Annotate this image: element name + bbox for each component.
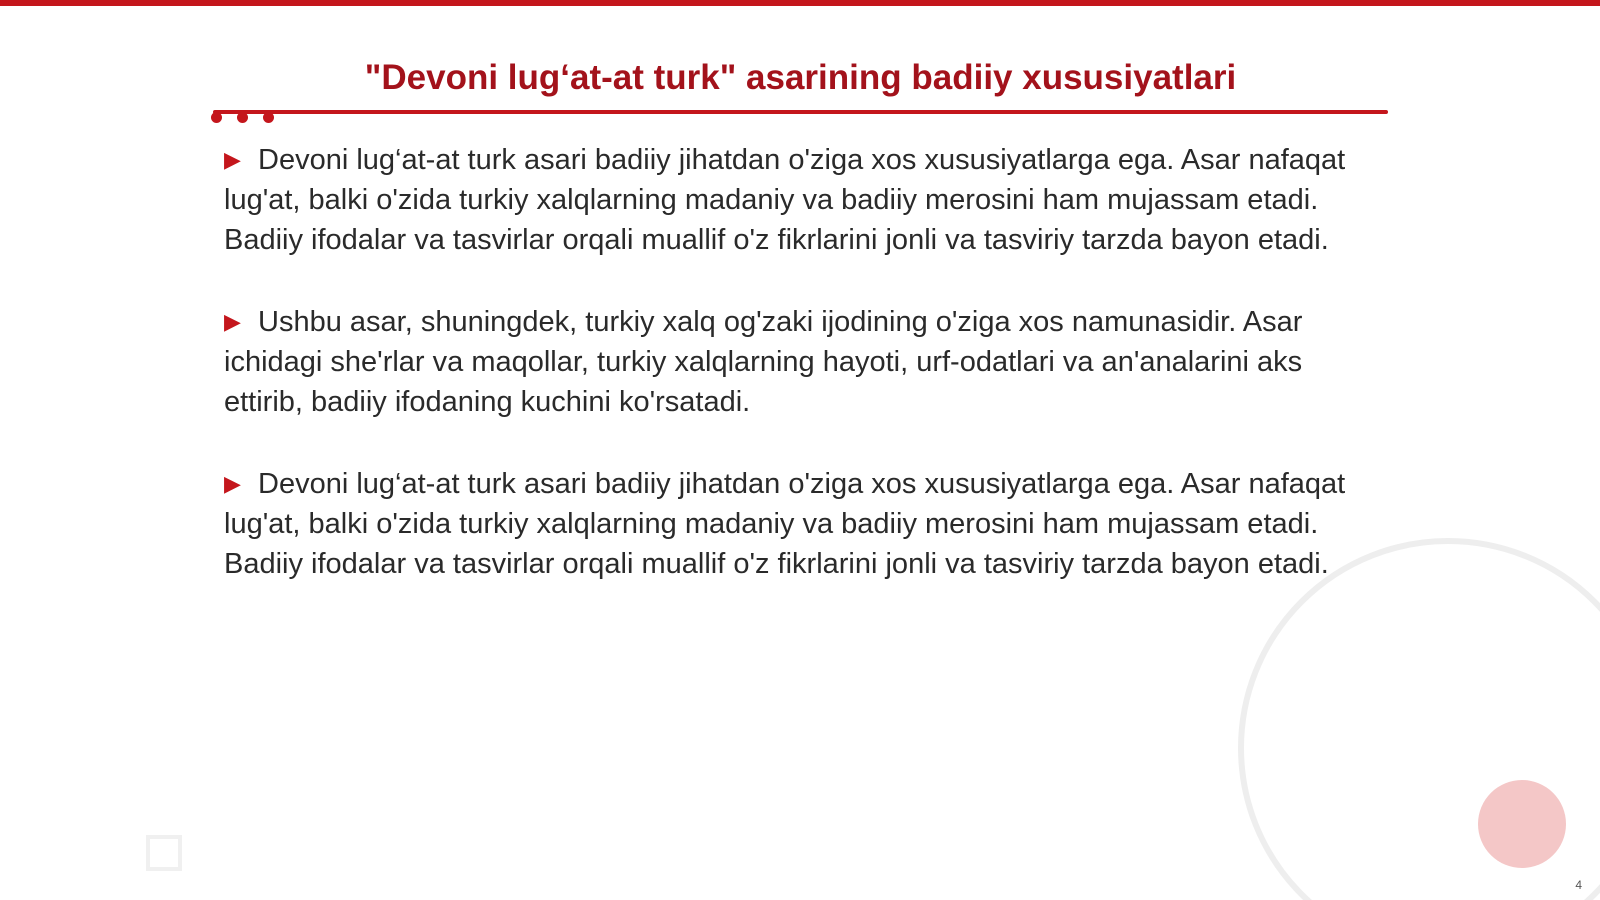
underline-dot xyxy=(263,112,274,123)
underline-dot xyxy=(237,112,248,123)
paragraph-text: Devoni lug‘at-at turk asari badiiy jihatdan o'ziga xos xususiyatlarga ega. Asar nafaqat lug'at, balki o'zida turkiy xalqlarning madaniy va badiiy merosini ham mujassam etadi. Badiiy ifodalar va tasvirlar orqali muallif o'z fikrlarini jonli va tasviriy tarzda bayon etadi. xyxy=(224,144,1346,256)
paragraph-text: Ushbu asar, shuningdek, turkiy xalq og'zaki ijodining o'ziga xos namunasidir. Asar ichidagi she'rlar va maqollar, turkiy xalqlarning hayoti, urf-odatlari va an'analarini aks ettirib, badiiy ifodaning kuchini ko'rsatadi. xyxy=(224,306,1303,418)
top-accent-bar xyxy=(0,0,1600,6)
triangle-right-icon: ▶ xyxy=(224,147,241,172)
title-underline xyxy=(213,110,1388,114)
triangle-right-icon: ▶ xyxy=(224,471,241,496)
underline-dot xyxy=(211,112,222,123)
paragraph-text: Devoni lug‘at-at turk asari badiiy jihatdan o'ziga xos xususiyatlarga ega. Asar nafaqat lug'at, balki o'zida turkiy xalqlarning madaniy va badiiy merosini ham mujassam etadi. Badiiy ifodalar va tasvirlar orqali muallif o'z fikrlarini jonli va tasviriy tarzda bayon etadi. xyxy=(224,468,1346,580)
bullet-paragraph xyxy=(224,302,1374,422)
decorative-square xyxy=(146,835,182,871)
bullet-paragraph xyxy=(224,140,1374,260)
page-number: 4 xyxy=(1575,878,1582,892)
slide-title: "Devoni lug‘at-at turk" asarining badiiy xususiyatlari xyxy=(364,58,1237,97)
triangle-right-icon: ▶ xyxy=(224,309,241,334)
slide-body xyxy=(224,140,1374,626)
bullet-paragraph xyxy=(224,464,1374,584)
decorative-disc xyxy=(1478,780,1566,868)
